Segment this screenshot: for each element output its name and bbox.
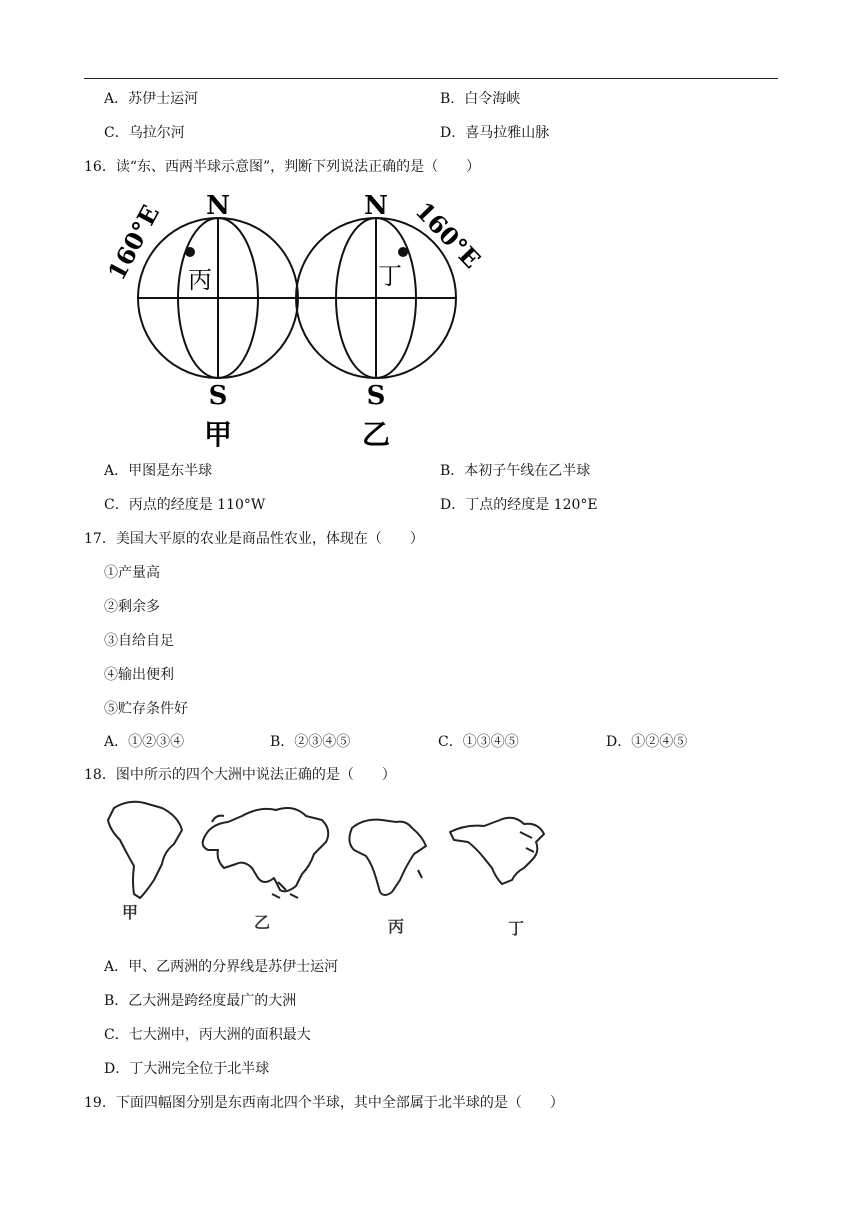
q16-option-c: C．丙点的经度是 110°W [104, 497, 266, 513]
q19-stem: 19．下面四幅图分别是东西南北四个半球，其中全部属于北半球的是（ ） [84, 1095, 564, 1111]
left-south-label: S [208, 381, 228, 411]
left-north-label: N [206, 191, 230, 221]
header-rule [84, 78, 778, 79]
point-ding-label: 丁 [378, 262, 402, 290]
right-south-label: S [366, 381, 386, 411]
q15-option-b: B．白令海峡 [440, 91, 521, 107]
continents-figure [100, 794, 560, 944]
q18-option-b: B．乙大洲是跨经度最广的大洲 [104, 993, 297, 1009]
right-meridian-label: 160°E [409, 196, 487, 274]
q16-option-d: D．丁点的经度是 120°E [440, 497, 598, 513]
q15-option-c: C．乌拉尔河 [104, 125, 185, 141]
point-ding-dot [398, 247, 408, 257]
point-bing-dot [185, 247, 195, 257]
q16-stem: 16．读“东、西两半球示意图”，判断下列说法正确的是（ ） [84, 159, 481, 175]
continent-caption-yi: 乙 [253, 913, 271, 932]
continent-bing-outline [349, 820, 426, 895]
q17-stem: 17．美国大平原的农业是商品性农业，体现在（ ） [84, 531, 424, 547]
q17-item-3: ③自给自足 [104, 633, 174, 649]
q17-item-4: ④输出便利 [104, 667, 174, 683]
continent-caption-jia: 甲 [121, 903, 139, 922]
q17-option-a: A．①②③④ [104, 734, 185, 750]
q17-option-b: B．②③④⑤ [270, 734, 351, 750]
q16-option-b: B．本初子午线在乙半球 [440, 463, 591, 479]
right-north-label: N [364, 191, 388, 221]
hemispheres-figure [96, 186, 496, 456]
q17-item-2: ②剩余多 [104, 599, 160, 615]
left-hemisphere-caption: 甲 [203, 418, 233, 451]
continent-caption-bing: 丙 [387, 917, 405, 936]
q17-item-5: ⑤贮存条件好 [104, 701, 188, 717]
q17-item-1: ①产量高 [104, 565, 160, 581]
q15-option-a: A．苏伊士运河 [104, 91, 199, 107]
continent-yi-outline [203, 808, 329, 891]
q18-option-c: C．七大洲中，丙大洲的面积最大 [104, 1027, 311, 1043]
point-bing-label: 丙 [188, 266, 212, 294]
q15-option-d: D．喜马拉雅山脉 [440, 125, 550, 141]
left-meridian-label: 160°E [101, 200, 166, 285]
right-hemisphere-caption: 乙 [361, 418, 391, 451]
q18-option-a: A．甲、乙两洲的分界线是苏伊士运河 [104, 959, 339, 975]
q17-option-c: C．①③④⑤ [438, 734, 519, 750]
continent-jia-outline [108, 802, 182, 898]
continent-caption-ding: 丁 [507, 919, 525, 938]
q16-option-a: A．甲图是东半球 [104, 463, 213, 479]
q18-stem: 18．图中所示的四个大洲中说法正确的是（ ） [84, 767, 396, 783]
q17-option-d: D．①②④⑤ [606, 734, 688, 750]
q18-option-d: D．丁大洲完全位于北半球 [104, 1061, 270, 1077]
